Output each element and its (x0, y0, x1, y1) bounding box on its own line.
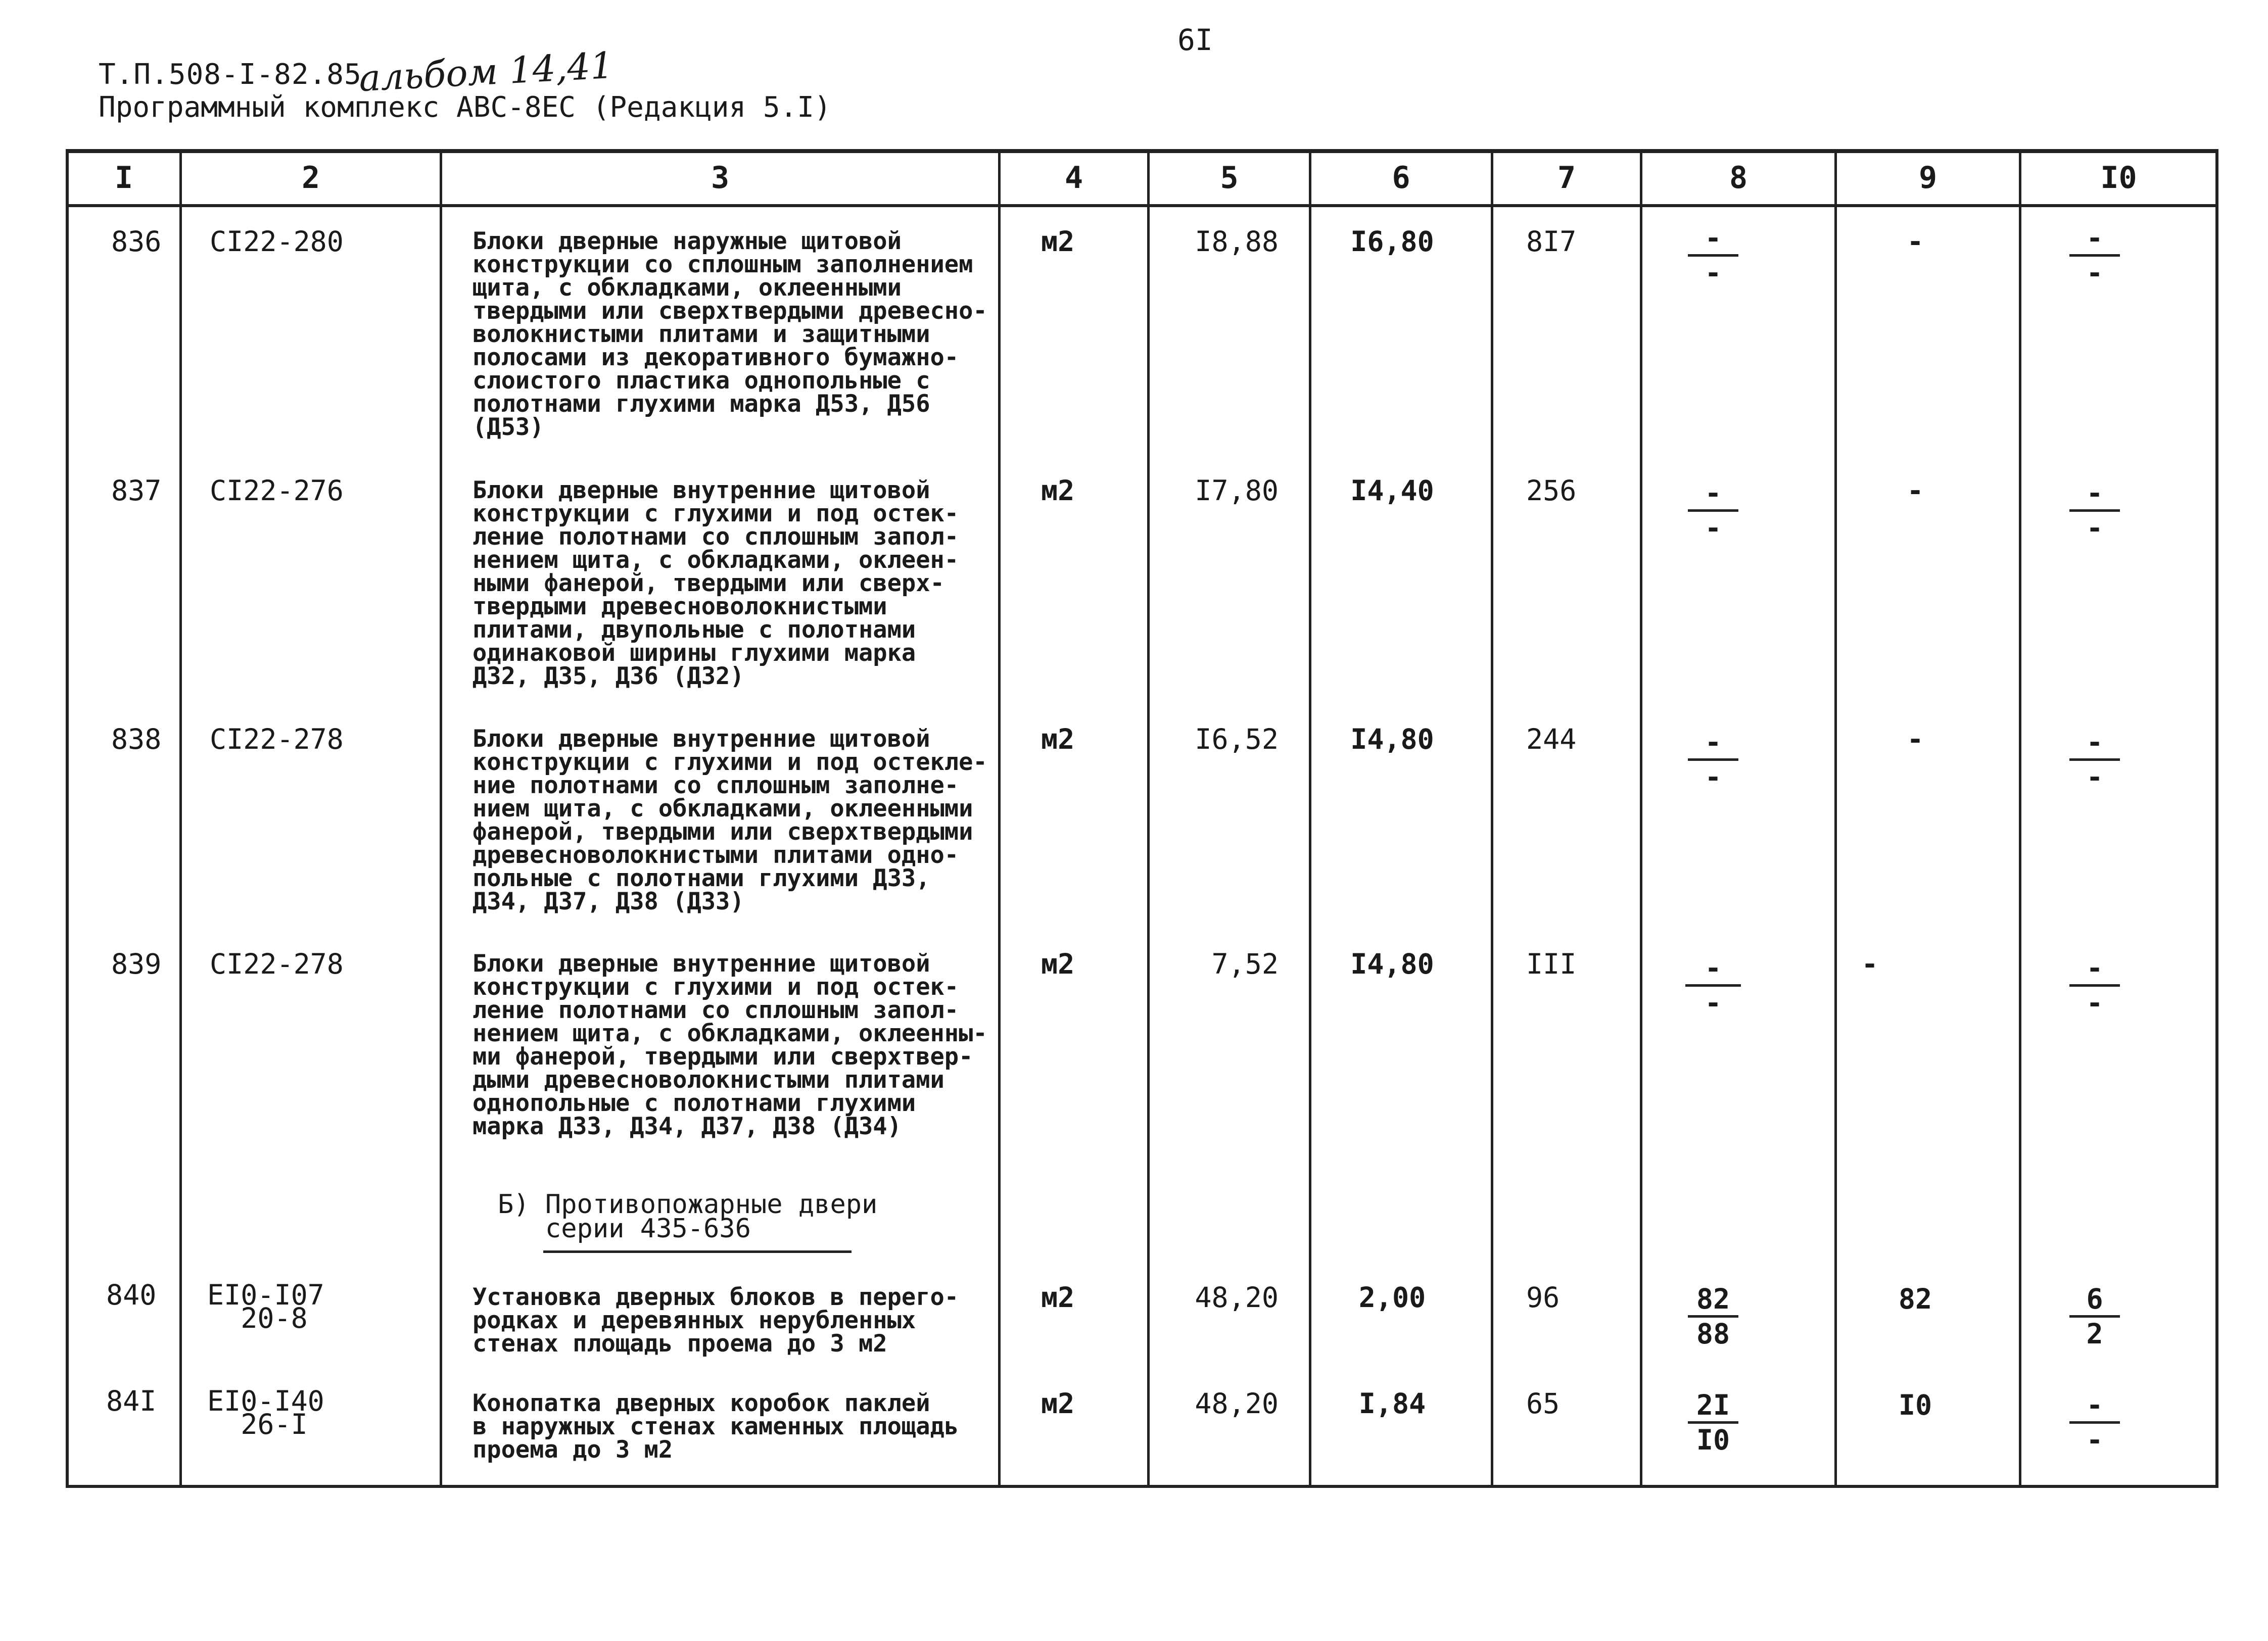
quantity: I7,80 (1195, 474, 1279, 507)
row-number: 836 (111, 225, 162, 258)
column-header-5: 5 (1220, 160, 1239, 196)
fraction-col8: - - (1685, 225, 1741, 286)
rate-code: СI22-278 (210, 723, 344, 755)
col9-value: - (1907, 723, 1924, 755)
column-header-6: 6 (1392, 160, 1410, 196)
unit-cost: I4,40 (1350, 474, 1434, 507)
unit-cost: I4,80 (1350, 948, 1434, 980)
col9-value: - (1907, 474, 1924, 507)
total-cost: 96 (1526, 1281, 1560, 1314)
col-divider (1309, 149, 1311, 1488)
row-number: 838 (111, 723, 162, 755)
col9-value: 82 (1898, 1283, 1932, 1315)
total-cost: 65 (1526, 1387, 1560, 1420)
work-description: Установка дверных блоков в перего- родках и деревянных нерубленных стенах площадь проема до 3 м2 (472, 1283, 959, 1358)
rate-code: ЕI0-I07 20-8 (207, 1279, 324, 1334)
header-divider (66, 204, 2218, 207)
rate-code: СI22-278 (210, 948, 344, 980)
fraction-col8: - - (1685, 480, 1741, 541)
col-divider (1640, 149, 1642, 1488)
fraction-col10: - - (2067, 225, 2122, 286)
work-description: Блоки дверные внутренние щитовой конструкции с глухими и под остек- ление полотнами со сплошным запол- нением щита, с обкладками, оклеенны- ми фанерой, твердыми или сверхтвер- дыми древесноволокнистыми плитами однопольные с полотнами глухими марка Д33, Д34, Д37, Д38 (Д34) (472, 950, 987, 1140)
section-heading: Б) Противопожарные двери серии 435-636 (498, 1189, 878, 1244)
fraction-col10: - - (2067, 480, 2122, 541)
col-divider (998, 149, 1001, 1488)
fraction-col8: 82 88 (1685, 1286, 1741, 1347)
fraction-col8: - - (1685, 729, 1741, 790)
total-cost: 8I7 (1526, 225, 1577, 258)
quantity: 48,20 (1195, 1387, 1279, 1420)
fraction-col10: - - (2067, 955, 2122, 1016)
col-divider (440, 149, 442, 1488)
column-header-3: 3 (711, 160, 730, 196)
work-description: Конопатка дверных коробок паклей в наружных стенах каменных площадь проема до 3 м2 (472, 1389, 959, 1464)
row-number: 837 (111, 474, 162, 507)
page-number: 6I (1177, 23, 1213, 57)
column-header-9: 9 (1918, 160, 1938, 196)
col-divider (1491, 149, 1493, 1488)
quantity: 7,52 (1211, 948, 1279, 980)
row-number: 84I (106, 1385, 157, 1417)
unit: м2 (1041, 1387, 1075, 1420)
col-divider (179, 149, 182, 1488)
fraction-col8: 2I I0 (1685, 1392, 1741, 1453)
work-description: Блоки дверные внутренние щитовой конструкции с глухими и под остекле- ние полотнами со сплошным заполне- нием щита, с обкладками, оклеенными фанерой, твердыми или сверхтвердыми древесноволокнистыми плитами одно- польные с полотнами глухими Д33, Д34, Д37, Д38 (Д33) (472, 725, 987, 915)
rate-code: СI22-280 (210, 225, 344, 258)
unit-cost: I,84 (1358, 1387, 1426, 1420)
unit: м2 (1041, 474, 1075, 507)
work-description: Блоки дверные наружные щитовой конструкции со сплошным заполнением щита, с обкладками, оклеенными твердыми или сверхтвердыми древесно- волокнистыми плитами и защитными полосами из декоративного бумажно- слоистого пластика однопольные с полотнами глухими марка Д53, Д56 (Д53) (472, 227, 987, 441)
col9-value: - (1907, 225, 1924, 258)
quantity: 48,20 (1195, 1281, 1279, 1314)
quantity: I6,52 (1195, 723, 1279, 755)
rate-code: СI22-276 (210, 474, 344, 507)
total-cost: 256 (1526, 474, 1577, 507)
col-divider (2019, 149, 2021, 1488)
fraction-col8: - - (1680, 955, 1746, 1016)
column-header-4: 4 (1064, 160, 1083, 196)
fraction-col10: 6 2 (2067, 1286, 2122, 1347)
unit: м2 (1041, 948, 1075, 980)
column-header-7: 7 (1557, 160, 1576, 196)
col-divider (1834, 149, 1837, 1488)
column-header-1: I (114, 160, 133, 196)
row-number: 839 (111, 948, 162, 980)
col-divider (1147, 149, 1150, 1488)
quantity: I8,88 (1195, 225, 1279, 258)
handwritten-note: альбом 14,41 (358, 43, 615, 100)
rate-code: ЕI0-I40 26-I (207, 1385, 324, 1440)
work-description: Блоки дверные внутренние щитовой конструкции с глухими и под остек- ление полотнами со сплошным запол- нением щита, с обкладками, оклеен- ными фанерой, твердыми или сверх- твердыми древесноволокнистыми плитами, двупольные с полотнами одинаковой ширины глухими марка Д32, Д35, Д36 (Д32) (472, 476, 959, 690)
unit-cost: 2,00 (1358, 1281, 1426, 1314)
column-header-10: I0 (2100, 160, 2137, 196)
fraction-col10: - - (2067, 1392, 2122, 1453)
unit-cost: I4,80 (1350, 723, 1434, 755)
column-header-2: 2 (301, 160, 320, 196)
col9-value: I0 (1898, 1389, 1932, 1421)
unit: м2 (1041, 1281, 1075, 1314)
unit: м2 (1041, 225, 1075, 258)
column-header-8: 8 (1729, 160, 1748, 196)
total-cost: 244 (1526, 723, 1577, 755)
unit: м2 (1041, 723, 1075, 755)
section-underline (543, 1250, 852, 1253)
unit-cost: I6,80 (1350, 225, 1434, 258)
fraction-col10: - - (2067, 729, 2122, 790)
total-cost: III (1526, 948, 1577, 980)
col9-value: - (1861, 948, 1878, 980)
document-subtitle: Программный комплекс АВС-8ЕС (Редакция 5.I) (99, 91, 831, 124)
document-code: Т.П.508-I-82.85 (99, 58, 362, 91)
row-number: 840 (106, 1279, 157, 1311)
